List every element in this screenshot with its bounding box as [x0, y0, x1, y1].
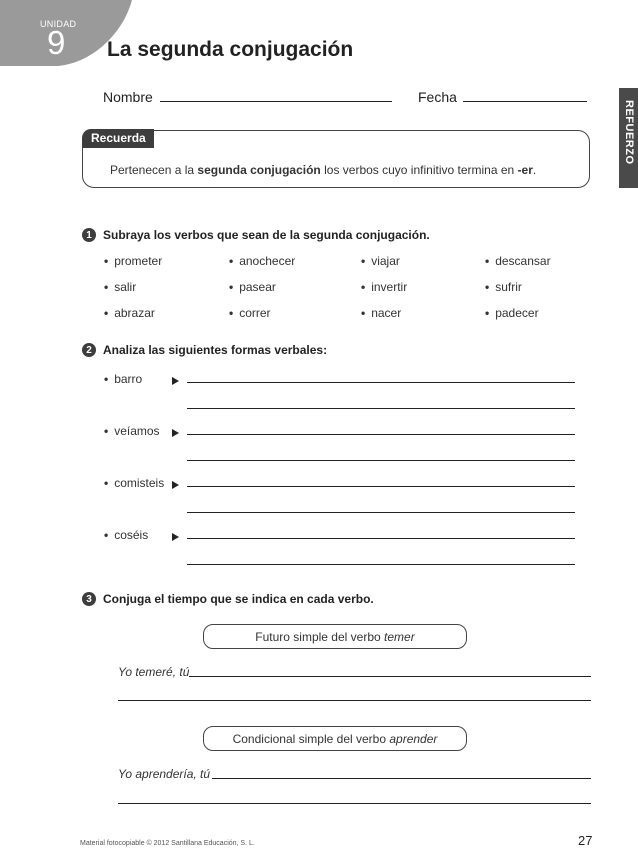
answer-line[interactable]	[187, 512, 575, 513]
verb-item[interactable]: • padecer	[485, 306, 539, 320]
verb-item[interactable]: • correr	[229, 306, 271, 320]
recuerda-box	[82, 130, 590, 188]
exercise3-title: Conjuga el tiempo que se indica en cada verbo.	[103, 592, 374, 606]
recuerda-text-part: los verbos cuyo infinitivo termina en	[320, 163, 518, 177]
answer-line[interactable]	[189, 676, 591, 677]
copyright-text: Material fotocopiable © 2012 Santillana Educación, S. L.	[80, 840, 255, 847]
conjugation-prompt: Yo temeré, tú	[118, 665, 190, 679]
answer-line[interactable]	[118, 700, 591, 701]
answer-line[interactable]	[187, 408, 575, 409]
verb-item[interactable]: • abrazar	[104, 306, 155, 320]
verb-item[interactable]: • invertir	[361, 280, 408, 294]
unit-number: 9	[47, 24, 66, 61]
verb-form: • barro	[104, 372, 143, 386]
verb-item[interactable]: • anochecer	[229, 254, 296, 268]
unit-label: UNIDAD	[40, 19, 77, 29]
recuerda-text-bold: segunda conjugación	[197, 163, 321, 177]
answer-line[interactable]	[187, 564, 575, 565]
answer-line[interactable]	[118, 803, 591, 804]
name-label: Nombre	[103, 89, 153, 105]
verb-item[interactable]: • nacer	[361, 306, 402, 320]
recuerda-text	[110, 163, 536, 177]
page-number: 27	[578, 833, 593, 848]
answer-line[interactable]	[212, 778, 591, 779]
pill-text: Futuro simple del verbo	[255, 629, 385, 644]
answer-line[interactable]	[187, 538, 575, 539]
exercise2-number: 2	[82, 343, 96, 357]
recuerda-text-part: .	[532, 163, 537, 177]
answer-line[interactable]	[187, 486, 575, 487]
arrow-right-icon	[172, 533, 179, 541]
recuerda-label: Recuerda	[91, 131, 146, 145]
recuerda-text-ending: -er	[517, 163, 533, 177]
verb-item[interactable]: • descansar	[485, 254, 551, 268]
side-tab-label: REFUERZO	[623, 100, 635, 165]
answer-line[interactable]	[187, 434, 575, 435]
verb-item[interactable]: • pasear	[229, 280, 276, 294]
answer-line[interactable]	[187, 460, 575, 461]
tense-pill	[203, 726, 467, 751]
page-title: La segunda conjugación	[107, 38, 354, 61]
date-label: Fecha	[418, 89, 457, 105]
recuerda-text-part: Pertenecen a la	[110, 163, 198, 177]
conjugation-prompt: Yo aprendería, tú	[118, 767, 211, 781]
verb-item[interactable]: • viajar	[361, 254, 400, 268]
exercise2-title: Analiza las siguientes formas verbales:	[103, 343, 328, 357]
exercise1-number: 1	[82, 228, 96, 242]
pill-verb: aprender	[389, 731, 438, 746]
exercise1-title: Subraya los verbos que sean de la segunda conjugación.	[103, 228, 430, 242]
verb-item[interactable]: • prometer	[104, 254, 163, 268]
exercise3-number: 3	[82, 592, 96, 606]
tense-pill	[203, 624, 467, 649]
pill-verb: temer	[384, 629, 415, 644]
arrow-right-icon	[172, 377, 179, 385]
arrow-right-icon	[172, 481, 179, 489]
name-field[interactable]	[160, 101, 392, 102]
arrow-right-icon	[172, 429, 179, 437]
verb-form: • veíamos	[104, 424, 160, 438]
verb-form: • comisteis	[104, 476, 165, 490]
pill-text: Condicional simple del verbo	[232, 731, 390, 746]
verb-item[interactable]: • sufrir	[485, 280, 522, 294]
answer-line[interactable]	[187, 382, 575, 383]
date-field[interactable]	[463, 101, 587, 102]
verb-form: • coséis	[104, 528, 149, 542]
verb-item[interactable]: • salir	[104, 280, 137, 294]
